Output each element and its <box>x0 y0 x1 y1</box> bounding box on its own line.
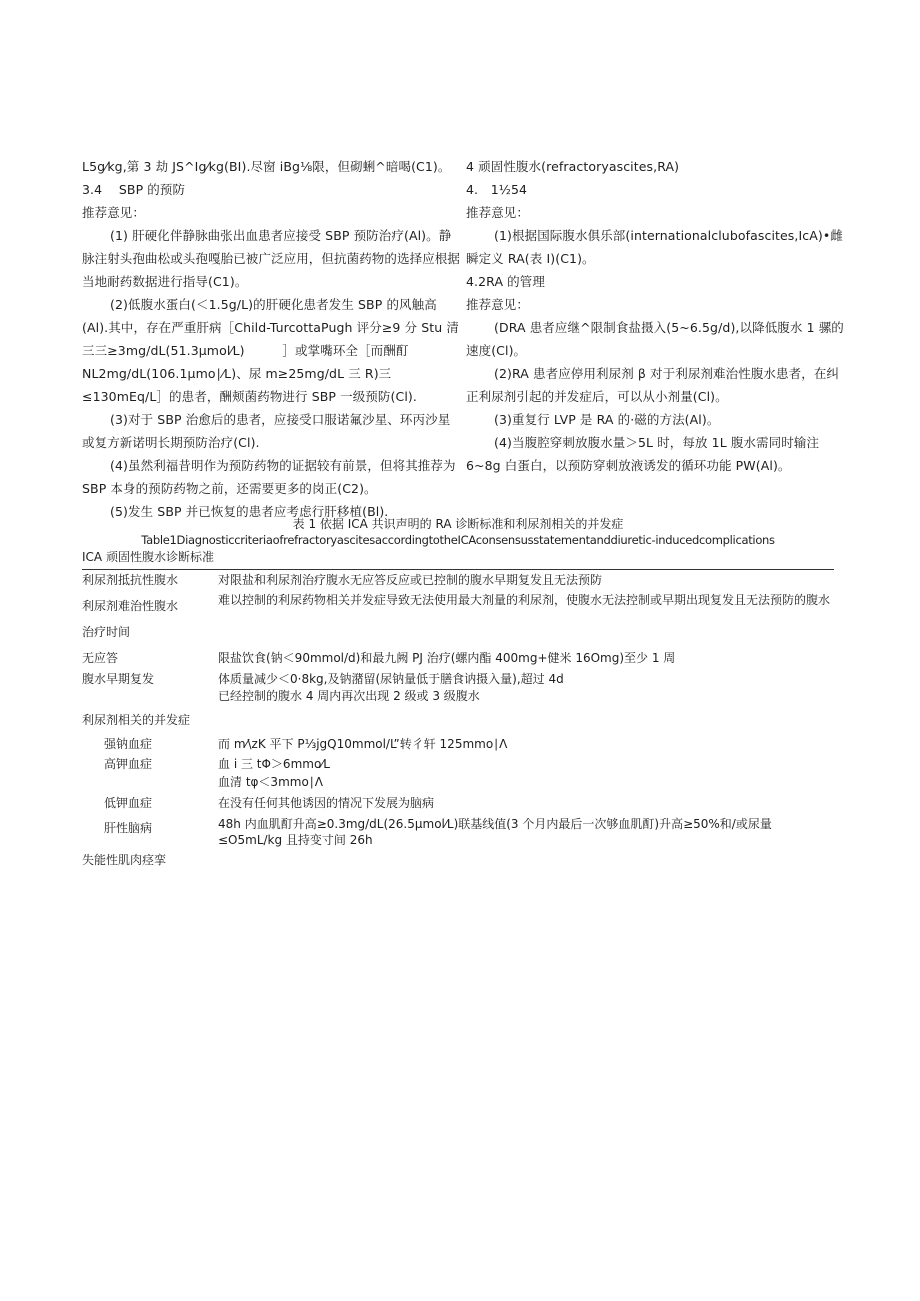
table-row-label: 腹水早期复发 <box>82 672 155 686</box>
table-row <box>82 671 834 688</box>
table-row <box>82 774 834 791</box>
paragraph: 推荐意见： <box>82 205 146 220</box>
table-row-label: 高钾血症 <box>104 757 153 771</box>
table-row-label: 肝性脑病 <box>104 821 153 835</box>
paragraph: (2)RA 患者应停用利尿剂 β 对于利尿剂难治性腹水患者，在纠正利尿剂引起的并发症后，可以从小剂量(Cl)。 <box>466 366 840 404</box>
table-row-value: 限盐饮食(钠＜90mmol/d)和最九阙 PJ 治疗(螺内酯 400mg+健米 16Omg)至少 1 周 <box>218 651 676 665</box>
paragraph: (DRA 患者应继^限制食盐摄入(5~6.5g/d),以降低腹水 1 骡的速度(Cl)。 <box>466 320 844 358</box>
left-column <box>82 155 462 523</box>
paragraph: (3)对于 SBP 治愈后的患者，应接受口服诺氟沙星、环丙沙星或复方新诺明长期预防治疗(Cl). <box>82 412 451 450</box>
table-row <box>82 852 834 869</box>
table-row <box>82 650 834 667</box>
table-row-label: 低钾血症 <box>104 796 153 810</box>
table-row <box>82 572 834 589</box>
table-row-label: 治疗时间 <box>82 625 131 639</box>
table-row-label: 无应答 <box>82 651 119 665</box>
table-row-value: 血 i 三 tΦ＞6mmo⁄L <box>218 757 330 771</box>
table-row-value: 血清 tφ＜3mmo∣Λ <box>218 775 324 789</box>
paragraph: (5)发生 SBP 并已恢复的患者应考虑行肝移植(Bl). <box>110 504 389 519</box>
paragraph: 4 顽固性腹水(refractoryascites,RA) <box>466 159 680 174</box>
table-row-value: 体质量减少＜0·8kg,及钠潴留(尿钠量低于膳食讷摄入量),超过 4d <box>218 672 564 686</box>
table-row <box>82 712 834 729</box>
table-row-label: 失能性肌肉痉挛 <box>82 853 167 867</box>
paragraph: (4)当腹腔穿刺放腹水量＞5L 时，每放 1L 腹水需同时输注 6~8g 白蛋白，以预防穿刺放液诱发的循环功能 PW(Al)。 <box>466 435 820 473</box>
table-row-label: 利尿剂难治性腹水 <box>82 599 179 613</box>
table-row <box>82 624 834 641</box>
paragraph: (4)虽然利福昔明作为预防药物的证据较有前景，但将其推荐为 SBP 本身的预防药物之前，还需要更多的岗正(C2)。 <box>82 458 456 496</box>
table-row-value: 而 m⁄\zK 平下 P⅓jgQ10mmol/L”转彳轩 125mmo∣Λ <box>218 737 508 751</box>
table-row-value: 在没有任何其他诱因的情况下发展为脑病 <box>218 796 435 810</box>
right-column <box>466 155 844 477</box>
table-row <box>82 816 834 848</box>
paragraph: L5g⁄kg,第 3 劫 JS^Ig⁄kg(BI).尽窗 iBg⅛限，但砌蜊^暗喝(C1)。 <box>82 159 451 174</box>
table-row-value: 难以控制的利尿药物相关并发症导致无法使用最大剂量的利尿剂，使腹水无法控制或早期出现复发且无法预防的腹水 <box>218 593 831 607</box>
paragraph: 推荐意见： <box>466 297 530 312</box>
table-row <box>82 593 834 614</box>
table-caption-english: Table1DiagnosticcriteriaofrefractoryascitesaccordingtotheICAconsensusstatementanddiuretic-inducedcomplications <box>141 533 775 547</box>
paragraph: (1) 肝硬化伴静脉曲张出血患者应接受 SBP 预防治疗(Al)。静脉注射头孢曲松或头孢嘎胎已被广泛应用，但抗菌药物的选择应根据当地耐药数据进行指导(C1)。 <box>82 228 461 289</box>
table-row-value: 48h 内血肌酊升高≥0.3mg/dL(26.5μmol⁄L)联基线值(3 个月内最后一次够血肌酊)升高≥50%和/或尿量≤O5mL/kg 且持变寸间 26h <box>218 817 772 847</box>
paragraph: (2)低腹水蛋白(＜1.5g/L)的肝硬化患者发生 SBP 的风触高(Al).其中，存在严重肝病［Child-TurcottaPugh 评分≥9 分 Stu 清三三≥3mg/dL(51.3μmol⁄L) ］或掌嘴环全［而酬酊 NL2mg/dL(106.1μmo∣⁄L)、尿 m≥25mg/dL 三 R)三≤130mEq/L］的患者，酬颊菌药物进行 SBP 一级预防(Cl). <box>82 297 459 404</box>
paragraph: 3.4 SBP 的预防 <box>82 182 186 197</box>
table-body <box>82 572 834 869</box>
table-top-rule <box>82 569 834 570</box>
table-row <box>82 756 834 773</box>
table-1 <box>82 516 834 869</box>
table-row-label: 利尿剂相关的并发症 <box>82 713 191 727</box>
table-row-value: 对限盐和利尿剂治疗腹水无应答反应或已控制的腹水早期复发且无法预防 <box>218 573 603 587</box>
table-row <box>82 795 834 812</box>
table-row-label: 强钠血症 <box>104 737 153 751</box>
table-row-value: 已经控制的腹水 4 周内再次出现 2 级或 3 级腹水 <box>218 689 480 703</box>
paragraph: 推荐意见： <box>466 205 530 220</box>
paragraph: 4. 1½54 <box>466 182 528 197</box>
table-row <box>82 688 834 705</box>
table-row-label: 利尿剂抵抗性腹水 <box>82 573 179 587</box>
paragraph: (3)重复行 LVP 是 RA 的·磁的方法(Al)。 <box>494 412 720 427</box>
paragraph: 4.2RA 的管理 <box>466 274 545 289</box>
table-section-title: ICA 顽固性腹水诊断标准 <box>82 550 214 564</box>
table-caption-chinese: 表 1 依据 ICA 共识声明的 RA 诊断标准和利尿剂相关的并发症 <box>292 517 624 531</box>
paragraph: (1)根据国际腹水俱乐部(internationalclubofascites,IcA)•雌瞬定义 RA(表 I)(C1)。 <box>466 228 843 266</box>
table-row <box>82 736 834 753</box>
